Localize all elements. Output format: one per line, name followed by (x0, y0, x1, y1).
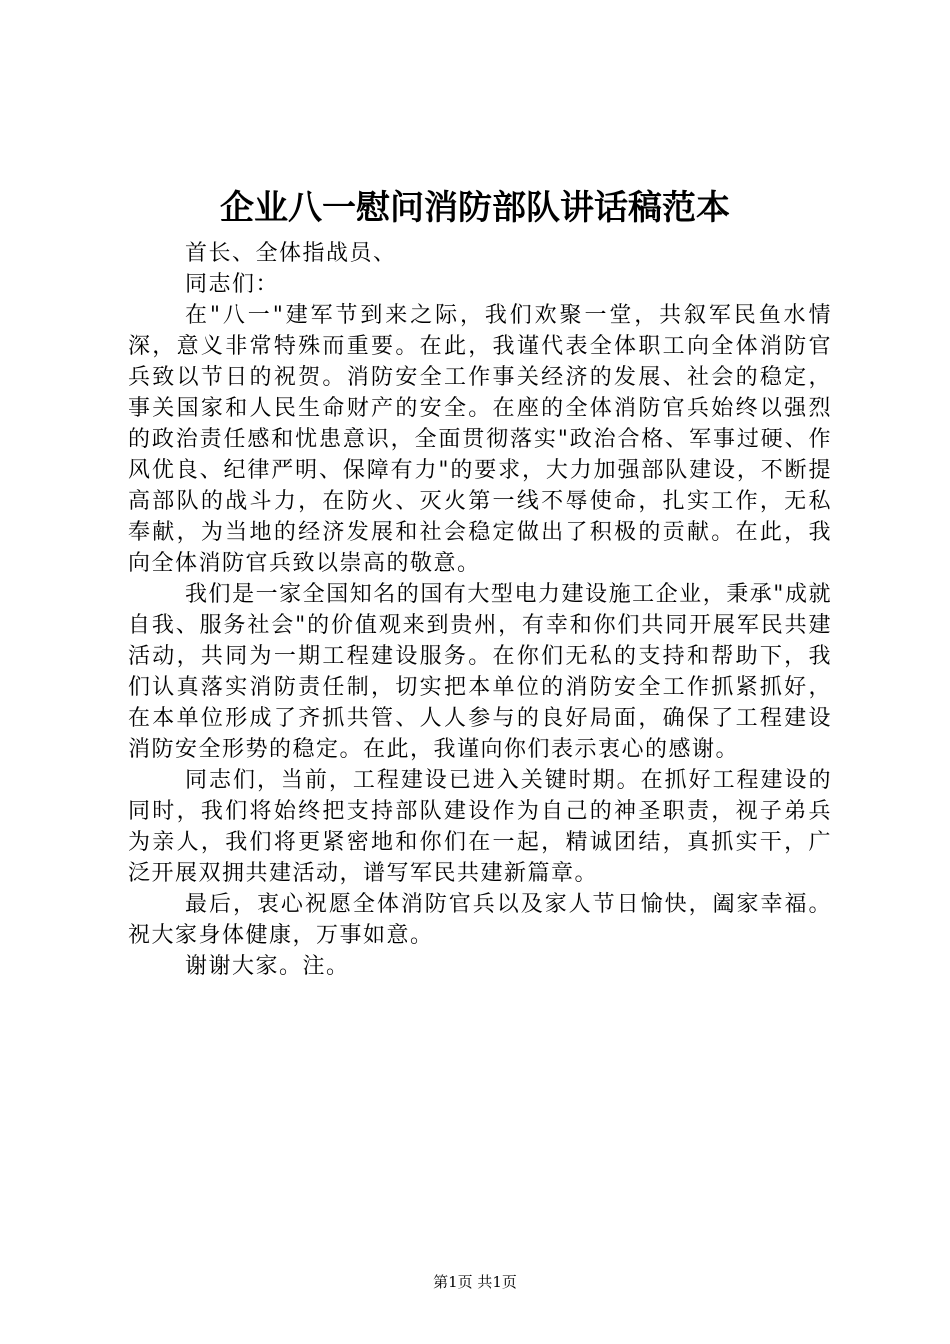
page-footer: 第1页 共1页 (433, 1273, 517, 1291)
paragraph-4: 最后，衷心祝愿全体消防官兵以及家人节日愉快，阖家幸福。祝大家身体健康，万事如意。 (128, 892, 832, 948)
salutation-line-1: 首长、全体指战员、 (185, 241, 397, 266)
document-body (128, 238, 832, 982)
paragraph-3: 同志们，当前，工程建设已进入关键时期。在抓好工程建设的同时，我们将始终把支持部队建设作为自己的神圣职责，视子弟兵为亲人，我们将更紧密地和你们在一起，精诚团结，真抓实干，广泛开展双拥共建活动，谱写军民共建新篇章。 (128, 768, 832, 886)
salutation-line-2: 同志们： (185, 272, 280, 297)
closing-line: 谢谢大家。注。 (185, 954, 350, 979)
document-title: 企业八一慰问消防部队讲话稿范本 (220, 188, 730, 228)
paragraph-1: 在"八一"建军节到来之际，我们欢聚一堂，共叙军民鱼水情深，意义非常特殊而重要。在此，我谨代表全体职工向全体消防官兵致以节日的祝贺。消防安全工作事关经济的发展、社会的稳定，事关国家和人民生命财产的安全。在座的全体消防官兵始终以强烈的政治责任感和忧患意识，全面贯彻落实"政治合格、军事过硬、作风优良、纪律严明、保障有力"的要求，大力加强部队建设，不断提高部队的战斗力，在防火、灭火第一线不辱使命，扎实工作，无私奉献，为当地的经济发展和社会稳定做出了积极的贡献。在此，我向全体消防官兵致以崇高的敬意。 (128, 303, 832, 576)
paragraph-2: 我们是一家全国知名的国有大型电力建设施工企业，秉承"成就自我、服务社会"的价值观来到贵州，有幸和你们共同开展军民共建活动，共同为一期工程建设服务。在你们无私的支持和帮助下，我们认真落实消防责任制，切实把本单位的消防安全工作抓紧抓好，在本单位形成了齐抓共管、人人参与的良好局面，确保了工程建设消防安全形势的稳定。在此，我谨向你们表示衷心的感谢。 (128, 582, 832, 762)
